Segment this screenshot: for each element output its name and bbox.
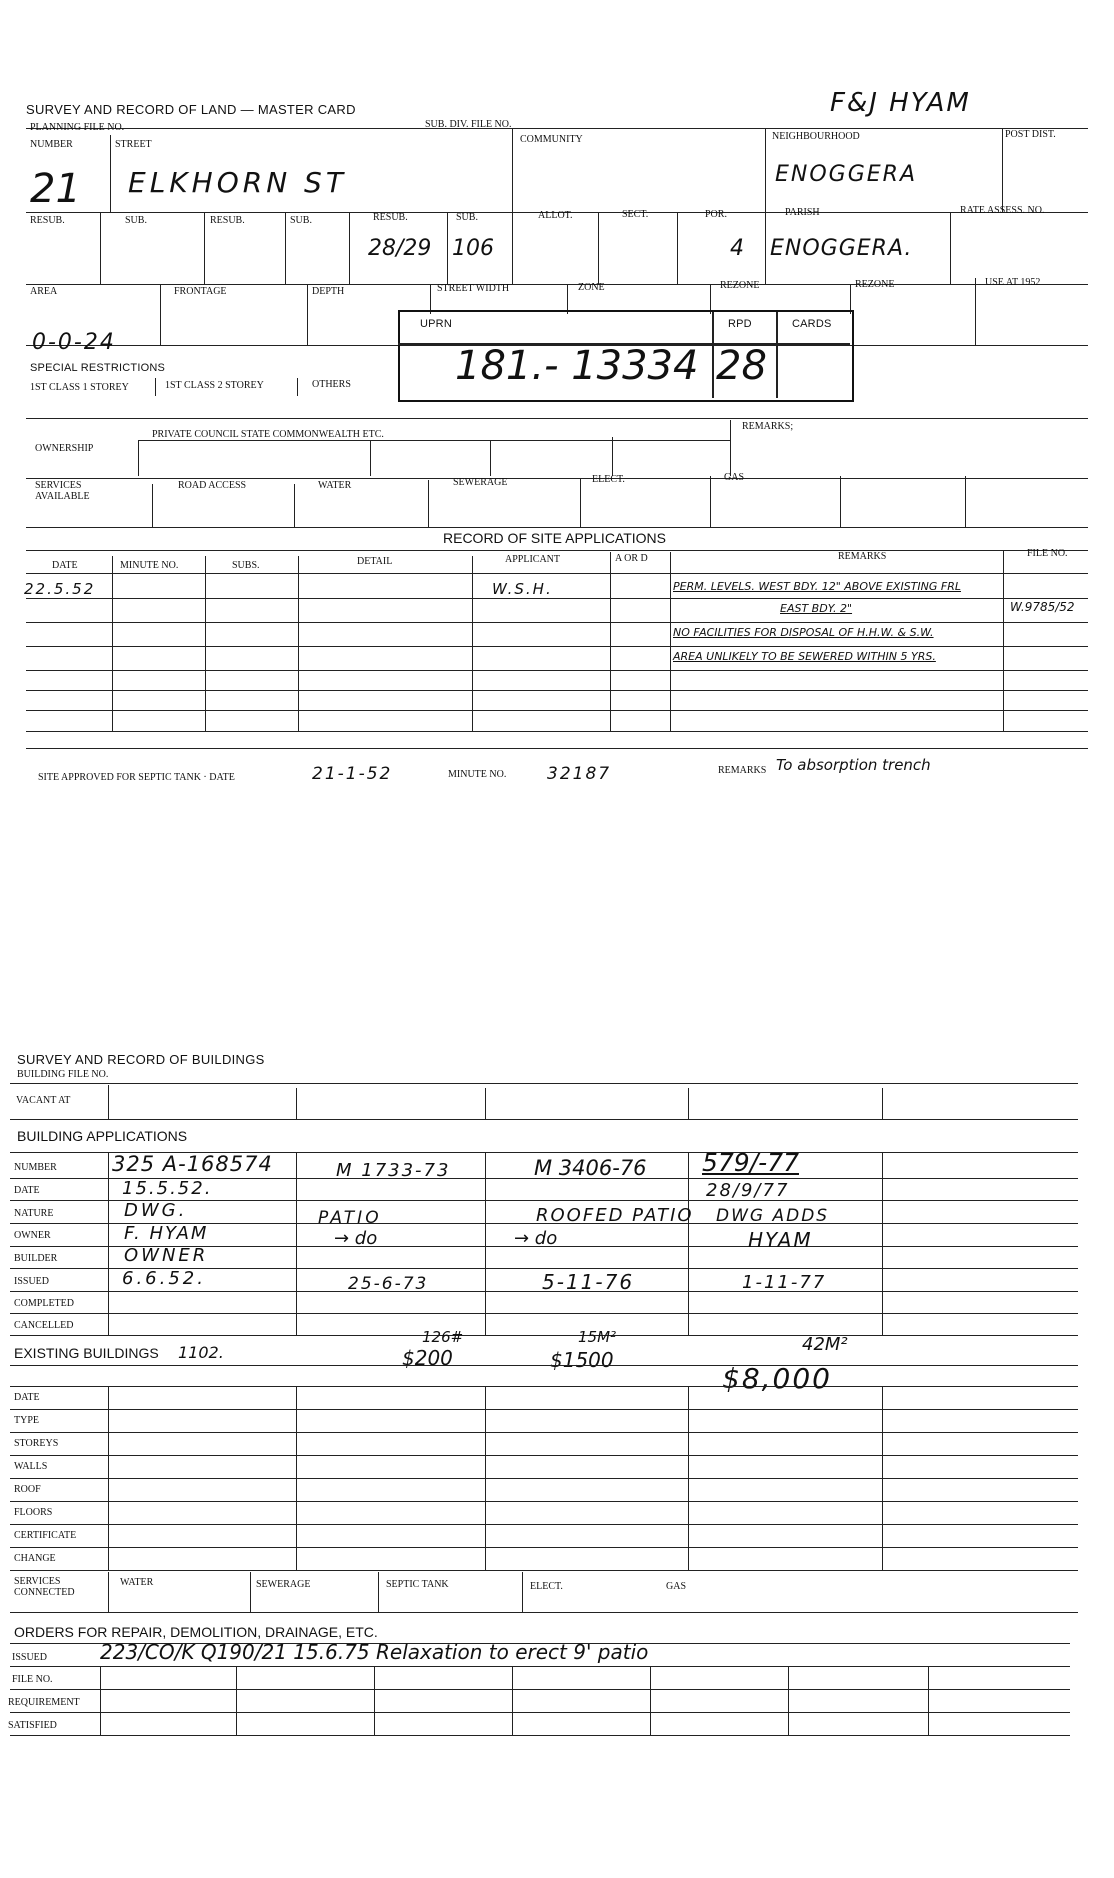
existing-row-change: CHANGE [14, 1553, 56, 1564]
app-issued: 5-11-76 [542, 1270, 635, 1294]
septic-minute: 32187 [547, 764, 612, 784]
row-remarks: NO FACILITIES FOR DISPOSAL OF H.H.W. & S.W. [673, 626, 934, 639]
row-label-cancelled: CANCELLED [14, 1320, 74, 1331]
existing-row-walls: WALLS [14, 1461, 48, 1472]
rpd-label: RPD [728, 318, 752, 330]
app-issued: 25-6-73 [348, 1274, 429, 1294]
parish-value: ENOGGERA. [770, 236, 913, 261]
col-file-no: FILE NO. [1027, 548, 1068, 559]
app-date: 28/9/77 [706, 1180, 790, 1201]
road-access-label: ROAD ACCESS [178, 480, 247, 491]
app-issued: 1-11-77 [742, 1272, 827, 1293]
owner-handwritten: F&J HYAM [830, 88, 971, 118]
existing-row-roof: ROOF [14, 1484, 41, 1495]
por-value: 4 [730, 236, 744, 261]
ownership-types: PRIVATE COUNCIL STATE COMMONWEALTH ETC. [152, 429, 384, 440]
col-applicant: APPLICANT [505, 554, 561, 565]
class2-label: 1ST CLASS 2 STOREY [165, 380, 264, 391]
app-issued: 6.6.52. [122, 1268, 206, 1289]
col-remarks: REMARKS [838, 551, 887, 562]
por-label: POR. [705, 209, 727, 220]
col-a-or-d: A OR D [615, 553, 648, 564]
existing-note-area: 126# [422, 1328, 464, 1346]
sub-label-2: SUB. [290, 215, 312, 226]
resub-label-3: RESUB. [373, 212, 408, 223]
subdiv-file-label: SUB. DIV. FILE NO. [425, 119, 512, 130]
sewerage-label: SEWERAGE [453, 477, 508, 488]
existing-note-cost: $8,000 [722, 1362, 832, 1395]
cards-label: CARDS [792, 318, 832, 330]
existing-row-storeys: STOREYS [14, 1438, 59, 1449]
row-remarks: PERM. LEVELS. WEST BDY. 12" ABOVE EXISTING FRL [673, 580, 961, 593]
ownership-label: OWNERSHIP [35, 443, 94, 454]
class1-label: 1ST CLASS 1 STOREY [30, 382, 129, 393]
row-label-owner: OWNER [14, 1230, 51, 1241]
app-nature: PATIO [318, 1208, 382, 1228]
app-owner: HYAM [748, 1228, 813, 1252]
elect-label: ELECT. [592, 474, 625, 485]
others-label: OTHERS [312, 379, 351, 390]
planning-file-label: PLANNING FILE NO. [30, 122, 125, 133]
existing-row-type: TYPE [14, 1415, 39, 1426]
septic-minute-label: MINUTE NO. [448, 769, 507, 780]
existing-row-floors: FLOORS [14, 1507, 53, 1518]
number-label: NUMBER [30, 139, 73, 150]
col-minute: MINUTE NO. [120, 560, 179, 571]
rate-assess-label: RATE ASSESS. NO. [960, 205, 1045, 216]
svc-water-label: WATER [120, 1577, 154, 1588]
svc-septic-label: SEPTIC TANK [386, 1579, 449, 1590]
uprn-value: 181.- 13334 [455, 343, 699, 389]
rpd-value: 28 [716, 343, 767, 389]
app-number: 579/-77 [702, 1148, 799, 1177]
app-nature: ROOFED PATIO [536, 1205, 694, 1226]
parish-label: PARISH [785, 207, 820, 218]
rezone-label-2: REZONE [855, 279, 895, 290]
building-file-label: BUILDING FILE NO. [17, 1069, 109, 1080]
order-row-satisfied: SATISFIED [8, 1720, 57, 1731]
neighbourhood-label: NEIGHBOURHOOD [772, 131, 860, 142]
uprn-label: UPRN [420, 318, 452, 330]
order-issued-note: 223/CO/K Q190/21 15.6.75 Relaxation to erect 9' patio [100, 1640, 649, 1664]
services-available-label: SERVICES AVAILABLE [35, 480, 90, 502]
row-label-nature: NATURE [14, 1208, 54, 1219]
sub-label-1: SUB. [125, 215, 147, 226]
water-label: WATER [318, 480, 352, 491]
site-applications-title: RECORD OF SITE APPLICATIONS [443, 530, 667, 546]
row-label-number: NUMBER [14, 1162, 57, 1173]
row-label-builder: BUILDER [14, 1253, 58, 1264]
existing-note-cost: $1500 [550, 1348, 614, 1372]
row-applicant: W.S.H. [492, 580, 553, 598]
existing-note-area: 42M² [802, 1334, 848, 1355]
row-remarks: AREA UNLIKELY TO BE SEWERED WITHIN 5 YRS. [673, 650, 936, 663]
app-number: 325 A-168574 [112, 1152, 273, 1176]
community-label: COMMUNITY [520, 134, 583, 145]
building-card-title: SURVEY AND RECORD OF BUILDINGS [17, 1052, 265, 1067]
frontage-label: FRONTAGE [174, 286, 227, 297]
app-owner: → do [514, 1228, 558, 1249]
vacant-at-label: VACANT AT [16, 1095, 71, 1106]
app-number: M 3406-76 [534, 1156, 647, 1180]
existing-buildings-label: EXISTING BUILDINGS [14, 1345, 159, 1361]
resub-label-2: RESUB. [210, 215, 245, 226]
orders-title: ORDERS FOR REPAIR, DEMOLITION, DRAINAGE, ETC. [14, 1624, 378, 1640]
neighbourhood-value: ENOGGERA [775, 162, 918, 187]
gas-label: GAS [724, 472, 745, 483]
existing-row-certificate: CERTIFICATE [14, 1530, 77, 1541]
street-value: ELKHORN ST [128, 166, 347, 199]
svc-elect-label: ELECT. [530, 1581, 563, 1592]
app-number: M 1733-73 [336, 1160, 451, 1181]
col-date: DATE [52, 560, 78, 571]
row-remarks: EAST BDY. 2" [780, 602, 853, 615]
app-owner: F. HYAM [124, 1223, 209, 1244]
existing-buildings-value: 1102. [178, 1343, 224, 1362]
row-file-no: W.9785/52 [1010, 600, 1075, 614]
zone-label: ZONE [578, 282, 605, 293]
row-label-date: DATE [14, 1185, 40, 1196]
area-value: 0-0-24 [32, 330, 116, 355]
rezone-label-1: REZONE [720, 280, 760, 291]
row-date: 22.5.52 [24, 580, 96, 598]
services-connected-label: SERVICES CONNECTED [14, 1576, 75, 1598]
col-subs: SUBS. [232, 560, 260, 571]
row-label-issued: ISSUED [14, 1276, 50, 1287]
app-owner: → do [334, 1228, 378, 1249]
existing-note-cost: $200 [402, 1346, 453, 1370]
use-at-label: USE AT 1952 [985, 277, 1041, 288]
resub-label-1: RESUB. [30, 215, 65, 226]
order-row-issued: ISSUED [12, 1652, 48, 1663]
sect-label: SECT. [622, 209, 649, 220]
app-date: 15.5.52. [122, 1178, 213, 1199]
sub-value: 106 [452, 236, 494, 261]
septic-remarks: To absorption trench [776, 756, 931, 774]
row-label-completed: COMPLETED [14, 1298, 74, 1309]
depth-label: DEPTH [312, 286, 345, 297]
existing-row-date: DATE [14, 1392, 40, 1403]
land-card-title: SURVEY AND RECORD OF LAND — MASTER CARD [26, 102, 356, 117]
app-nature: DWG ADDS [716, 1206, 830, 1226]
order-row-file: FILE NO. [12, 1674, 53, 1685]
existing-note-area: 15M² [578, 1328, 617, 1346]
remarks-label: REMARKS; [742, 421, 794, 432]
street-width-label: STREET WIDTH [437, 283, 510, 294]
post-dist-label: POST DIST. [1005, 129, 1056, 140]
number-value: 21 [30, 166, 81, 212]
building-applications-title: BUILDING APPLICATIONS [17, 1128, 188, 1144]
area-label: AREA [30, 286, 58, 297]
septic-date: 21-1-52 [312, 764, 393, 784]
resub-value: 28/29 [368, 236, 432, 261]
street-label: STREET [115, 139, 152, 150]
order-row-requirement: REQUIREMENT [8, 1697, 80, 1708]
septic-remarks-label: REMARKS [718, 765, 767, 776]
sub-label-3: SUB. [456, 212, 478, 223]
svc-gas-label: GAS [666, 1581, 687, 1592]
app-builder: OWNER [124, 1245, 209, 1266]
svc-sewerage-label: SEWERAGE [256, 1579, 311, 1590]
app-nature: DWG. [124, 1200, 188, 1221]
special-restrictions-label: SPECIAL RESTRICTIONS [30, 362, 166, 374]
allot-label: ALLOT. [538, 210, 573, 221]
col-detail: DETAIL [357, 556, 393, 567]
septic-label: SITE APPROVED FOR SEPTIC TANK · DATE [38, 772, 235, 783]
